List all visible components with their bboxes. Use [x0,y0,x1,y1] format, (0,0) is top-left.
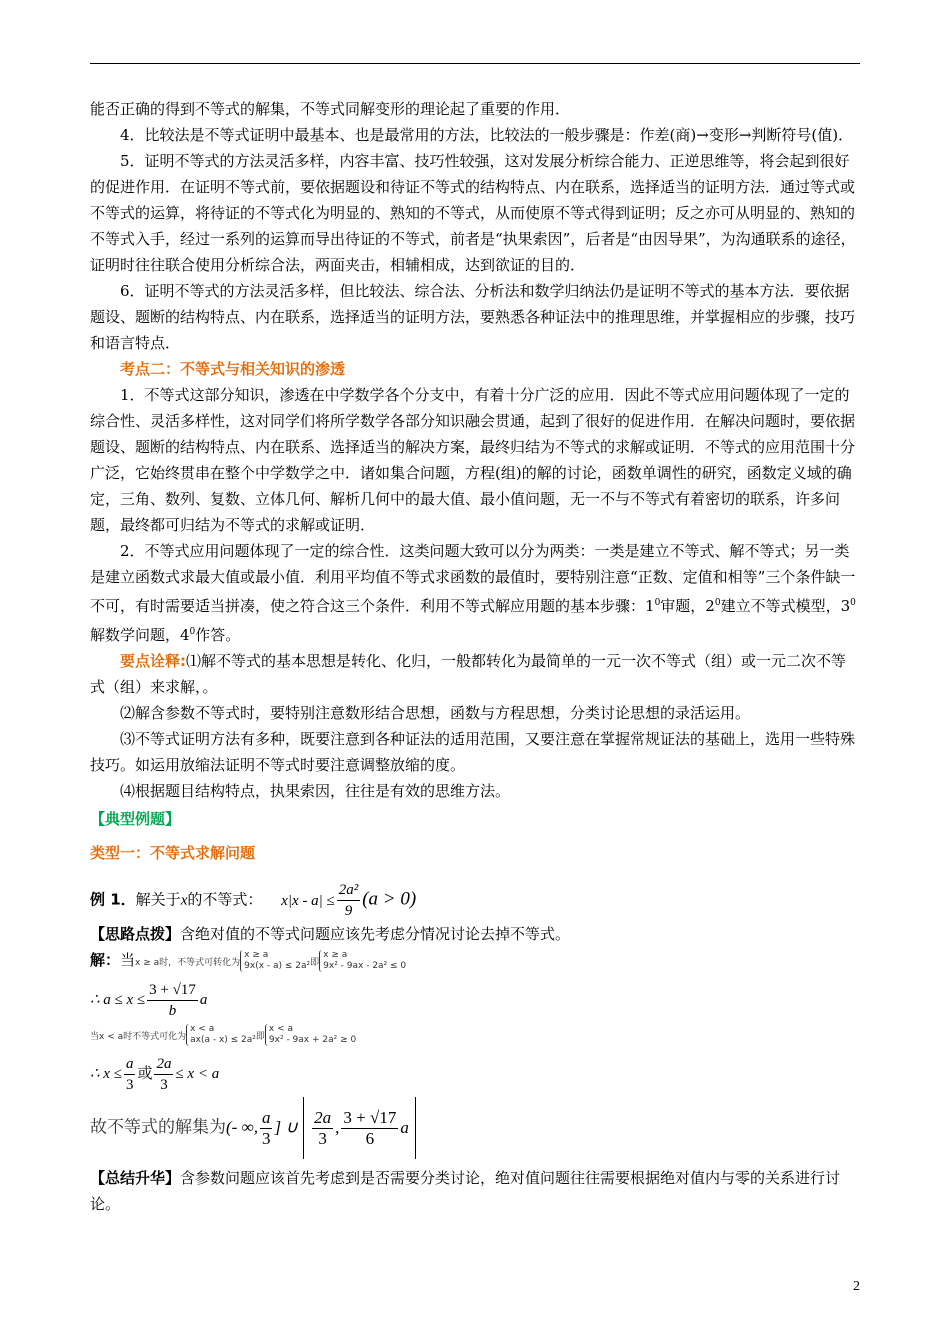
zongjie-text: 含参数问题应该首先考虑到是否需要分类讨论，绝对值问题往往需要根据绝对值内与零的关系进行讨论。 [90,1169,841,1213]
case2-condition: 当x < a时不等式可化为 [90,1032,187,1042]
case1-system-1 [240,950,310,972]
final-f3-num: 3 + √17 [343,1108,397,1127]
final-f1-num: a [261,1107,271,1127]
yaodian-label: 要点诠释: [120,652,186,670]
final-f2-den: 3 [318,1129,327,1148]
yaodian-paragraph-2: ⑵解含参数不等式时，要特别注意数形结合思想，函数与方程思想，分类讨论思想的录活运用。 [120,704,751,722]
example-condition: (a > 0) [362,888,417,910]
jie-label: 解： [90,951,121,969]
result2-f1-num: a [124,1054,136,1075]
paragraph-5: 5．证明不等式的方法灵活多样，内容丰富、技巧性较强，这对发展分析综合能力、正逆思维等，将会起到很好的促进作用．在证明不等式前，要依据题设和待证不等式的结构特点、内在联系，选择适当的证明方法．通过等式或不等式的运算，将待证的不等式化为明显的、熟知的不等式，从而使原不等式得到证明；反之亦可从明显的、熟知的不等式入手，经过一系列的运算而导出待证的不等式，前者是“执果索因”，后者是“由因导果”，为沟通联系的途径，证明时往往联合使用分析综合法，两面夹击，相辅相成，达到欲证的目的． [90,152,856,274]
intro-paragraph: 能否正确的得到不等式的解集，不等式同解变形的理论起了重要的作用． [90,100,571,118]
yaodian-paragraph-1 [90,648,860,700]
result2-fraction-1 [124,1054,136,1095]
zongjie-label: 【总结升华】 [90,1169,181,1187]
kaodian2-heading: 考点二：不等式与相关知识的渗透 [120,360,346,378]
example-text: 解关于 [135,890,181,909]
kaodian2-paragraph-1: 1．不等式这部分知识，渗透在中学数学各个分支中，有着十分广泛的应用．因此不等式应用问题体现了一定的综合性、灵活多样性，这对同学们将所学数学各部分知识融会贯通，起到了很好的促进作用．在解决问题时，要依据题设、题断的结构特点、内在联系、选择适当的解决方案，最终归结为不等式的求解或证明．不等式的应用范围十分广泛，它始终贯串在整个中学数学之中．诸如集合问题，方程(组)的解的讨论，函数单调性的研究，函数定义域的确定，三角、数列、复数、立体几何、解析几何中的最大值、最小值问题，无一不与不等式有着密切的联系，许多问题，最终都可归结为不等式的求解或证明． [90,386,856,534]
final-f3-den: 6 [365,1129,375,1148]
final-open: (- ∞, [226,1117,258,1137]
zongjie-paragraph [90,1165,860,1217]
result2-f1-den: 3 [125,1076,134,1093]
solution-case-1 [90,947,860,973]
sup-zero: 0 [189,627,196,637]
result2-fraction-2 [154,1054,173,1095]
final-f2-num: 2a [314,1108,332,1127]
case1-sys1-line-b: 9x(x - a) ≤ 2a² [244,961,311,971]
sup-zero: 0 [714,598,721,608]
leixing1-heading: 类型一：不等式求解问题 [90,844,256,862]
case2-sys2-line-b: 9x² - 9ax + 2a² ≥ 0 [268,1035,357,1045]
yaodian-1-text: ⑴解不等式的基本思想是转化、化归，一般都转化为最简单的一元一次不等式（组）或一元二次不等式（组）来求解，。 [90,652,847,696]
case2-sys1-line-a: x < a [190,1024,215,1034]
result2-f2-num: 2a [154,1054,173,1075]
case2-sys1-line-b: ax(a - x) ≤ 2a² [190,1035,256,1045]
sup-zero: 0 [654,598,661,608]
result2-prefix: ∴ x ≤ [90,1066,122,1082]
page-number: 2 [853,1279,860,1294]
final-fraction-3 [341,1108,398,1149]
result1-fraction-den: b [168,1002,177,1019]
example-lhs: x|x - a| ≤ [281,892,335,909]
final-f1-den: 3 [261,1128,271,1148]
kd2-p2-text-a: 2．不等式应用问题体现了一定的综合性．这类问题大致可以分为两类：一类是建立不等式、解不等式；另一类是建立函数式求最大值或最小值．利用平均值不等式求函数的最值时，要特别注意“正数、定值和相等”三个条件缺一不可，有时需要适当拼凑，使之符合这三个条件．利用不等式解应用题的基本步骤：1 [90,542,856,615]
kaodian2-paragraph-2 [90,538,860,648]
example-fraction-den: 9 [344,903,353,919]
case2-ji: 即 [255,1032,265,1042]
kd2-p2-text-b: 审题，2 [660,597,715,615]
silu-label: 【思路点拨】 [90,925,181,943]
final-fraction-1 [260,1108,273,1149]
result1-prefix: ∴ a ≤ x ≤ [90,992,146,1008]
example-fraction [337,880,361,921]
final-comma: , [335,1118,340,1137]
result-2 [90,1050,860,1097]
case1-ji: 即 [310,958,320,968]
case2-system-1 [186,1024,256,1046]
example-text-2: 的不等式： [187,890,263,909]
dianxing-heading: 【典型例题】 [90,810,181,828]
case1-condition: x ≥ a时，不等式可转化为 [135,958,241,968]
final-fraction-2 [312,1108,333,1149]
result2-huo: 或 [137,1064,153,1082]
silu-paragraph [90,921,860,947]
header-rule [90,63,860,64]
sup-zero: 0 [850,598,856,608]
page-content [90,96,860,1217]
result2-f2-den: 3 [160,1076,168,1093]
paragraph-6: 6．证明不等式的方法灵活多样，但比较法、综合法、分析法和数学归纳法仍是证明不等式的基本方法．要依据题设、题断的结构特点、内在联系，选择适当的证明方法，要熟悉各种证法中的推理思维，并掌握相应的步骤，技巧和语言特点． [90,282,856,352]
solution-case-2 [90,1022,860,1046]
example-label: 例 1． [90,890,136,909]
paragraph-4: 4．比较法是不等式证明中最基本、也是最常用的方法，比较法的一般步骤是：作差(商)→变形→判断符号(值)． [120,126,854,144]
case1-sys2-line-a: x ≥ a [323,950,348,960]
case2-system-2 [265,1024,356,1046]
result1-suffix: a [199,992,208,1008]
case1-sys2-line-b: 9x² - 9ax - 2a² ≤ 0 [323,961,407,971]
kd2-p2-text-c: 建立不等式模型，3 [720,597,851,615]
yaodian-paragraph-3: ⑶不等式证明方法有多种，既要注意到各种证法的适用范围，又要注意在掌握常规证法的基础上，选用一些特殊技巧。如运用放缩法证明不等式时要注意调整放缩的度。 [90,730,856,774]
result-1 [90,977,860,1022]
final-union: ] ∪ [274,1117,298,1137]
kd2-p2-text-e: 作答。 [195,626,241,644]
kd2-p2-text-d: 解数学问题，4 [90,626,190,644]
jie-dang: 当 [120,951,136,969]
final-text: 故不等式的解集为 [90,1117,226,1138]
final-a: a [400,1118,409,1137]
final-interval-2 [303,1097,416,1159]
case1-sys1-line-a: x ≥ a [244,950,269,960]
yaodian-paragraph-4: ⑷根据题目结构特点，执果索因，往往是有效的思维方法。 [120,782,511,800]
example-1 [90,880,860,921]
result1-fraction [147,980,198,1021]
result1-fraction-num: 3 + √17 [147,980,198,1001]
case1-system-2 [319,950,406,972]
result2-suffix: ≤ x < a [175,1066,220,1082]
example-fraction-num: 2a² [337,880,361,901]
final-answer [90,1097,860,1159]
case2-sys2-line-a: x < a [268,1024,294,1034]
silu-text: 含绝对值的不等式问题应该先考虑分情况讨论去掉不等式。 [180,925,571,943]
example-variable: x [180,892,188,909]
